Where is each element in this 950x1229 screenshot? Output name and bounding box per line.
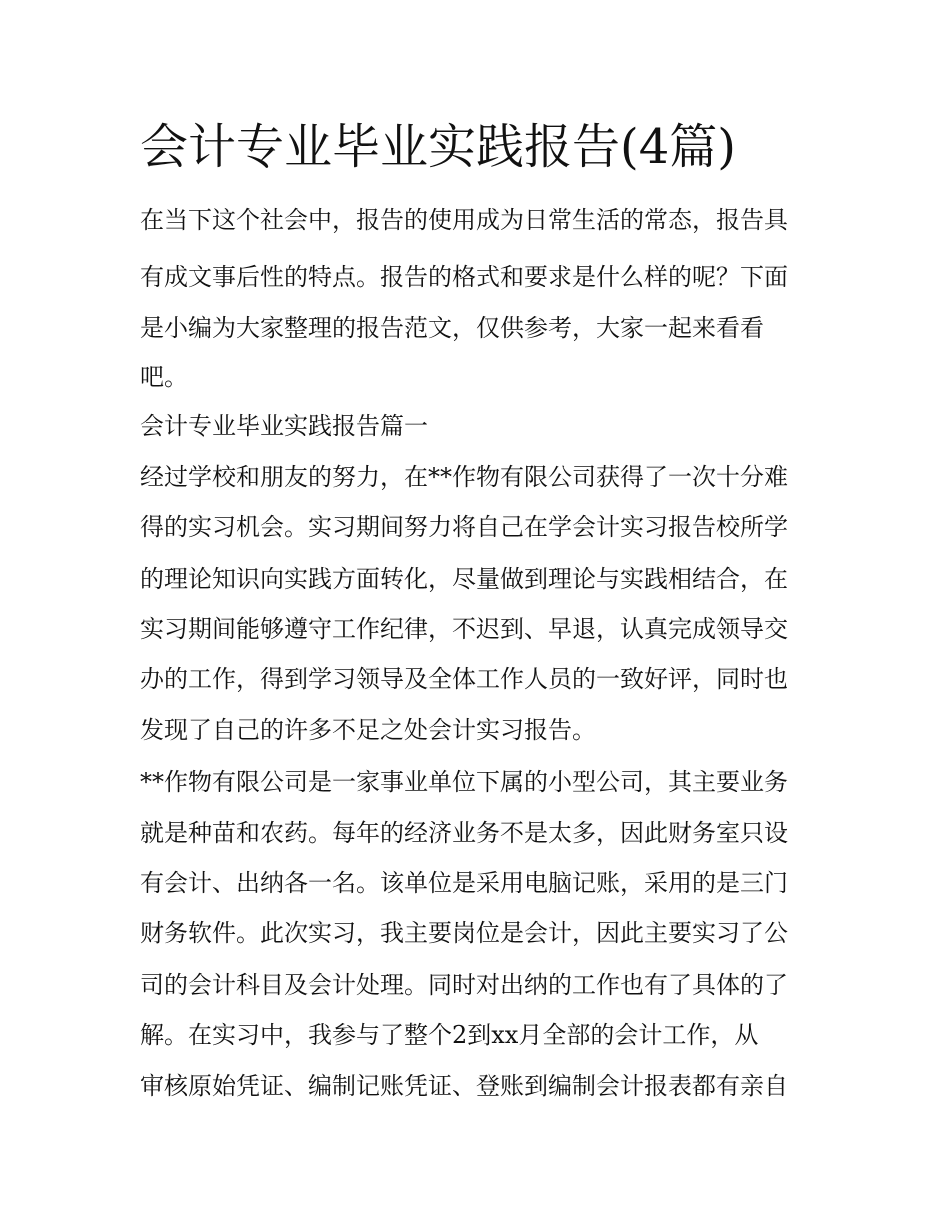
paragraph-2-line-1: **作物有限公司是一家事业单位下属的小型公司，其主要业务: [140, 768, 788, 796]
paragraph-2-line-7: 审核原始凭证、编制记账凭证、登账到编制会计报表都有亲自: [140, 1072, 788, 1100]
intro-line-3: 是小编为大家整理的报告范文，仅供参考，大家一起来看看: [140, 314, 764, 342]
paragraph-2-line-4: 财务软件。此次实习，我主要岗位是会计，因此主要实习了公: [140, 919, 788, 947]
paragraph-1-line-5: 办的工作，得到学习领导及全体工作人员的一致好评，同时也: [140, 665, 788, 693]
paragraph-2-line-3: 有会计、出纳各一名。该单位是采用电脑记账，采用的是三门: [140, 869, 788, 897]
paragraph-1-line-3: 的理论知识向实践方面转化，尽量做到理论与实践相结合，在: [140, 565, 788, 593]
paragraph-1-line-1: 经过学校和朋友的努力，在**作物有限公司获得了一次十分难: [140, 463, 788, 491]
paragraph-2-line-5: 司的会计科目及会计处理。同时对出纳的工作也有了具体的了: [140, 971, 788, 999]
paragraph-1-line-6: 发现了自己的许多不足之处会计实习报告。: [140, 716, 596, 744]
paragraph-2-line-6: 解。在实习中，我参与了整个2到xx月全部的会计工作，从: [140, 1021, 759, 1049]
intro-line-1: 在当下这个社会中，报告的使用成为日常生活的常态，报告具: [140, 206, 788, 234]
paragraph-2-line-2: 就是种苗和农药。每年的经济业务不是太多，因此财务室只设: [140, 819, 788, 847]
intro-line-4: 吧。: [140, 363, 188, 391]
document-title: 会计专业毕业实践报告(4篇): [140, 119, 736, 175]
intro-line-2: 有成文事后性的特点。报告的格式和要求是什么样的呢？下面: [140, 263, 788, 291]
section-heading: 会计专业毕业实践报告篇一: [140, 412, 428, 440]
paragraph-1-line-2: 得的实习机会。实习期间努力将自己在学会计实习报告校所学: [140, 513, 788, 541]
paragraph-1-line-4: 实习期间能够遵守工作纪律，不迟到、早退，认真完成领导交: [140, 615, 788, 643]
